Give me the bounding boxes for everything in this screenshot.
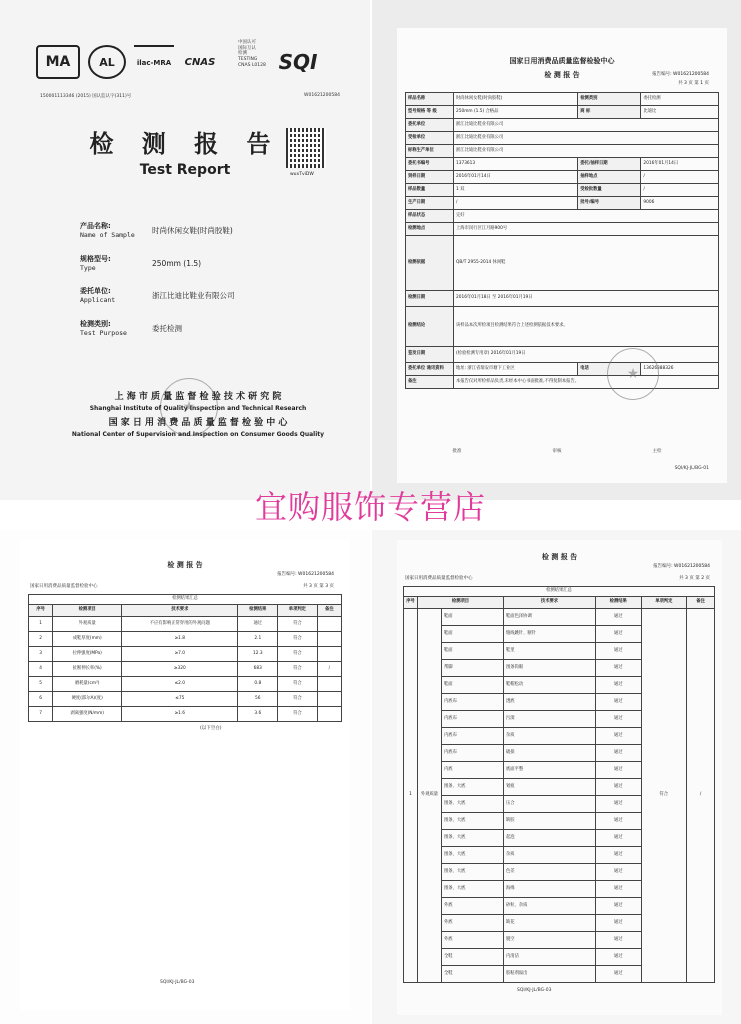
table-row [406, 347, 719, 363]
table-row [406, 223, 719, 236]
table-cell: 拉伸强度(MPa) [53, 647, 122, 662]
table-cell: 海绵 [504, 881, 596, 898]
summary-title: 检 测 报 告 [544, 71, 580, 79]
table-cell: 鞋里 [504, 643, 596, 660]
page3-doc-code: SQI/KJ-JL/BG-03 [160, 980, 195, 985]
table-row [406, 158, 719, 171]
page2-center: 国家日用消费品质量监督检验中心 [405, 576, 473, 581]
approve-label: 批准 [452, 449, 462, 454]
table-cell: 检测日期 [406, 291, 454, 307]
certification-logos [30, 45, 350, 85]
table-cell: 250mm (1.5) 合格品 [454, 106, 578, 119]
table-cell: 外底 [442, 915, 504, 932]
ilac-mra-logo: ilac-MRA [134, 45, 174, 79]
table-row [29, 677, 342, 692]
table-cell: 56 [238, 692, 278, 707]
table-cell: 围条、大底 [442, 847, 504, 864]
table-cell: / [687, 609, 715, 983]
table-row [29, 692, 342, 707]
table-cell: 生产日期 [406, 197, 454, 210]
report-number: W01621200584 [304, 93, 340, 98]
table-cell: 磨耗量(cm³) [53, 677, 122, 692]
table-cell: 检测结果汇总 [404, 587, 715, 597]
table-cell: 电话 [578, 363, 641, 376]
table-cell [317, 647, 341, 662]
page3-title: 检 测 报 告 [167, 561, 203, 569]
table-cell: 12.3 [238, 647, 278, 662]
table-cell: 帮脚 [442, 660, 504, 677]
table-cell: 内清洁 [504, 949, 596, 966]
table-cell: 通过 [596, 762, 642, 779]
table-cell: 签发日期 [406, 347, 454, 363]
inspector-label: 主检 [652, 449, 662, 454]
table-cell: 批号/编号 [578, 197, 641, 210]
page2-doc-code: SQI/KJ-JL/BG-03 [517, 988, 552, 993]
table-cell: 样品数量 [406, 184, 454, 197]
table-row [406, 119, 719, 132]
table-cell: 浙江比迪比鞋业有限公司 [454, 132, 719, 145]
table-cell: 杂质 [504, 847, 596, 864]
table-cell: 序号 [29, 605, 53, 617]
table-cell: 鞋帽松动 [504, 677, 596, 694]
table-cell: 委托单位 通讯资料 [406, 363, 454, 376]
table-cell: 脱空 [504, 932, 596, 949]
table-row [29, 707, 342, 722]
table-cell: 通过 [596, 915, 642, 932]
table-cell: 浙江比迪比鞋业有限公司 [454, 145, 719, 158]
table-cell: 内底布 [442, 745, 504, 762]
page2 [397, 540, 722, 1015]
table-cell: 备注 [317, 605, 341, 617]
table-row [406, 291, 719, 307]
page3-end-mark: (以下空白) [200, 726, 222, 731]
qr-caption: wuxTviDW [290, 172, 314, 177]
table-cell: 7 [29, 707, 53, 722]
table-cell: / [317, 662, 341, 677]
table-cell: 1373613 [454, 158, 578, 171]
table-cell: 地址: 浙江省瑞安市塘下工业区 [454, 363, 578, 376]
table-cell: 浙江比迪比鞋业有限公司 [454, 119, 719, 132]
table-cell: 13626388326 [641, 363, 719, 376]
summary-stamp [607, 348, 659, 400]
summary-sheet [372, 0, 741, 500]
table-cell: 技术要求 [122, 605, 238, 617]
table-caption-row [29, 595, 342, 605]
table-row [406, 184, 719, 197]
table-cell: 样品状态 [406, 210, 454, 223]
table-cell: 符合 [278, 692, 318, 707]
table-row [406, 210, 719, 223]
table-cell: (检验检测专用章) 2016年01月19日 [454, 347, 719, 363]
table-cell [317, 692, 341, 707]
table-cell: 通过 [596, 779, 642, 796]
table-cell: 3 [29, 647, 53, 662]
table-cell: 通过 [596, 813, 642, 830]
accreditation-line: 150001113346 (2015) 国认监认字(311)号 [40, 94, 132, 99]
table-cell: 检测项目 [53, 605, 122, 617]
table-cell: 受检批数量 [578, 184, 641, 197]
table-cell: 底面平整 [504, 762, 596, 779]
table-cell: 通过 [596, 847, 642, 864]
table-cell: 委托检测 [641, 93, 719, 106]
cma-logo: MA [36, 45, 80, 79]
table-cell: 通过 [596, 881, 642, 898]
table-cell: 检测项目 [418, 597, 504, 609]
table-cell: 样品名称 [406, 93, 454, 106]
table-cell: 通过 [596, 745, 642, 762]
table-cell: 委托/抽样日期 [578, 158, 641, 171]
table-cell: 9006 [641, 197, 719, 210]
table-cell: ≤2.0 [122, 677, 238, 692]
table-cell: 完好 [454, 210, 719, 223]
table-cell: QB/T 2955-2014 休闲鞋 [454, 236, 719, 291]
table-cell: 检测依据 [406, 236, 454, 291]
table-cell: 符合 [278, 707, 318, 722]
table-cell: 透底 [504, 694, 596, 711]
table-cell: 符合 [278, 662, 318, 677]
table-cell: 2.1 [238, 632, 278, 647]
table-cell: 缺胶 [504, 813, 596, 830]
institute-cn: 上 海 市 质 量 监 督 检 验 技 术 研 究 院 [114, 392, 282, 402]
table-cell: / [641, 171, 719, 184]
table-cell: 序号 [404, 597, 418, 609]
page2-sheet [372, 530, 741, 1024]
table-cell: 符合 [278, 677, 318, 692]
table-cell [317, 617, 341, 632]
table-cell: 鞋面 [442, 643, 504, 660]
table-cell: 围条、大底 [442, 830, 504, 847]
page2-report-no: 报告编号: W01621200584 [653, 564, 710, 569]
table-cell: 1 双 [454, 184, 578, 197]
table-cell: 通过 [596, 643, 642, 660]
table-cell: / [454, 197, 578, 210]
report-title-en: Test Report [139, 162, 231, 178]
table-row [406, 307, 719, 347]
table-cell: 缺花 [504, 915, 596, 932]
table-cell: 委托书编号 [406, 158, 454, 171]
cnas-text: 中国认可 国际互认 检测 TESTING CNAS L0128 [238, 40, 266, 68]
table-cell: 缝线跳针、断针 [504, 626, 596, 643]
table-cell: 0.8 [238, 677, 278, 692]
table-cell: 围条、大底 [442, 779, 504, 796]
table-cell: 上海市闵行区江月路900号 [454, 223, 719, 236]
page3-center: 国家日用消费品质量监督检验中心 [30, 584, 98, 589]
table-cell: 通过 [238, 617, 278, 632]
table-row [29, 647, 342, 662]
type-field: 规格型号: Type 250mm (1.5) [80, 255, 202, 273]
table-cell: 通过 [596, 949, 642, 966]
table-row [406, 236, 719, 291]
table-cell: 通过 [596, 694, 642, 711]
table-cell: 4 [29, 662, 53, 677]
report-title-cn: 检 测 报 告 [89, 129, 281, 158]
table-cell: 剥离强度(N/mm) [53, 707, 122, 722]
sqi-logo: SQI [278, 50, 318, 74]
table-cell: 内底布 [442, 711, 504, 728]
review-label: 审核 [552, 449, 562, 454]
table-cell: 单项判定 [641, 597, 687, 609]
table-cell: 砂粒、杂质 [504, 898, 596, 915]
page2-table [403, 586, 715, 983]
sample-name-field: 产品名称: Name of Sample 时尚休闲女鞋(时尚胶鞋) [80, 222, 233, 240]
table-cell: ≥1.6 [122, 707, 238, 722]
table-row [406, 145, 719, 158]
table-cell: 外底 [442, 898, 504, 915]
signature-row [407, 448, 707, 454]
table-cell [317, 707, 341, 722]
table-cell: 5 [29, 677, 53, 692]
table-cell: 单项判定 [278, 605, 318, 617]
table-cell: 通过 [596, 660, 642, 677]
summary-table [405, 92, 719, 389]
table-cell: 3.6 [238, 707, 278, 722]
center-heading: 国家日用消费品质量监督检验中心 [509, 57, 615, 65]
table-row [29, 632, 342, 647]
table-cell: 围条、大底 [442, 864, 504, 881]
page2-page-no: 共 3 页 第 2 页 [679, 576, 710, 581]
table-cell: 该样品本次所检项目检测结果符合上述检测依据技术要求。 [454, 307, 719, 347]
table-row [29, 662, 342, 677]
table-cell: 杂质 [504, 728, 596, 745]
table-cell: 检测结果汇总 [29, 595, 342, 605]
cnas-logo: CNAS [184, 56, 216, 68]
table-row [406, 197, 719, 210]
summary-doc-code: SQI/KJ-JL/BG-01 [674, 466, 709, 471]
table-row [406, 132, 719, 145]
table-cell: 商 标 [578, 106, 641, 119]
table-cell: / [641, 184, 719, 197]
table-cell: 符合 [278, 632, 318, 647]
table-row [404, 609, 715, 626]
table-cell: 胶粘剂溢出 [504, 966, 596, 983]
table-cell [317, 632, 341, 647]
table-cell: 外观质量 [418, 609, 442, 983]
table-cell: 鞋面 [442, 626, 504, 643]
page3-table [28, 594, 342, 722]
table-cell [317, 677, 341, 692]
table-cell: 检测地点 [406, 223, 454, 236]
table-cell: 全鞋 [442, 966, 504, 983]
table-cell: 鞋面色泽协调 [504, 609, 596, 626]
table-cell: 技术要求 [504, 597, 596, 609]
summary-page-no: 共 3 页 第 1 页 [678, 81, 709, 86]
cal-logo: AL [88, 45, 126, 79]
table-cell: 围条、大底 [442, 796, 504, 813]
table-cell: 扯断伸长率(%) [53, 662, 122, 677]
cover-meta [40, 93, 340, 99]
table-cell: 抽样地点 [578, 171, 641, 184]
table-cell: 到样日期 [406, 171, 454, 184]
table-cell: 污渍 [504, 711, 596, 728]
shop-name: 宜购服饰专营店 [254, 488, 486, 526]
test-purpose-field: 检测类别: Test Purpose 委托检测 [80, 320, 182, 338]
table-cell: 符合 [278, 617, 318, 632]
table-row [406, 106, 719, 119]
table-cell: ≥320 [122, 662, 238, 677]
table-cell: 2 [29, 632, 53, 647]
table-cell: 委托单位 [406, 119, 454, 132]
institute-en: Shanghai Institute of Quality Inspection and Technical Research [89, 405, 307, 412]
table-cell: 围条、大底 [442, 813, 504, 830]
applicant-field: 委托单位: Applicant 浙江比迪比鞋业有限公司 [80, 287, 235, 305]
center-en: National Center of Supervision and Inspection on Consumer Goods Quality [71, 431, 325, 438]
summary-page [397, 28, 727, 483]
table-cell: 2016年01月18日 至 2016年01月19日 [454, 291, 719, 307]
table-cell: ≥7.0 [122, 647, 238, 662]
table-cell: 标称生产单位 [406, 145, 454, 158]
table-cell: 鞋面 [442, 609, 504, 626]
table-cell: 内底布 [442, 694, 504, 711]
table-cell: 通过 [596, 898, 642, 915]
table-cell: 通过 [596, 932, 642, 949]
table-cell: 内底布 [442, 728, 504, 745]
table-cell: 通过 [596, 864, 642, 881]
table-cell: 备注 [687, 597, 715, 609]
table-cell: 2016年01月14日 [454, 171, 578, 184]
table-cell: 通过 [596, 796, 642, 813]
table-cell: 通过 [596, 626, 642, 643]
table-cell: 型号规格 等 级 [406, 106, 454, 119]
table-cell: 全鞋 [442, 949, 504, 966]
table-row [406, 376, 719, 389]
table-cell: 硬度(邵尔A)(度) [53, 692, 122, 707]
table-cell: 起泡 [504, 830, 596, 847]
table-cell: 受检单位 [406, 132, 454, 145]
table-cell: ≥1.8 [122, 632, 238, 647]
table-cell: 符合 [641, 609, 687, 983]
table-cell: 划痕 [504, 779, 596, 796]
page2-title: 检 测 报 告 [541, 553, 578, 561]
table-cell: 通过 [596, 677, 642, 694]
table-cell: 比迪比 [641, 106, 719, 119]
table-cell: 通过 [596, 966, 642, 983]
table-cell: 检测结论 [406, 307, 454, 347]
page3 [20, 540, 350, 1010]
table-cell: 内底 [442, 762, 504, 779]
table-row [406, 93, 719, 106]
table-cell: 通过 [596, 711, 642, 728]
table-cell: 围条、大底 [442, 881, 504, 898]
table-cell: 外观质量 [53, 617, 122, 632]
table-row [406, 171, 719, 184]
table-cell: 色差 [504, 864, 596, 881]
table-row [406, 363, 719, 376]
table-cell: 通过 [596, 830, 642, 847]
table-cell: ≤75 [122, 692, 238, 707]
table-cell: 检测结果 [238, 605, 278, 617]
table-cell: 检测类别 [578, 93, 641, 106]
table-cell: 1 [29, 617, 53, 632]
table-cell: 本报告仅对所检样品负责,未经本中心书面批准,不得复制本报告。 [454, 376, 719, 389]
page3-page-no: 共 3 页 第 3 页 [303, 584, 334, 589]
center-cn: 国 家 日 用 消 费 品 质 量 监 督 检 验 中 心 [108, 418, 288, 428]
table-cell: 符合 [278, 647, 318, 662]
summary-report-no: 报告编号: W01621200584 [652, 72, 709, 77]
page3-report-no: 报告编号: W01621200584 [277, 572, 334, 577]
table-cell: 破损 [504, 745, 596, 762]
table-cell: 通过 [596, 609, 642, 626]
table-cell: 围条钩眼 [504, 660, 596, 677]
table-header-row [404, 597, 715, 609]
table-cell: 备注 [406, 376, 454, 389]
table-cell: 不应有影响正常穿用的外观问题 [122, 617, 238, 632]
page3-sheet [0, 530, 370, 1024]
table-caption-row [404, 587, 715, 597]
table-cell: 时尚休闲女鞋(时尚胶鞋) [454, 93, 578, 106]
table-cell: 2016年01月14日 [641, 158, 719, 171]
table-cell: 683 [238, 662, 278, 677]
table-cell: 外底 [442, 932, 504, 949]
table-cell: 鞋面 [442, 677, 504, 694]
table-cell: 成鞋厚度(mm) [53, 632, 122, 647]
table-cell: 检测结果 [596, 597, 642, 609]
table-row [29, 617, 342, 632]
table-header-row [29, 605, 342, 617]
cover-sheet [0, 0, 370, 500]
table-cell: 压合 [504, 796, 596, 813]
table-cell: 6 [29, 692, 53, 707]
table-cell: 通过 [596, 728, 642, 745]
table-cell: 1 [404, 609, 418, 983]
